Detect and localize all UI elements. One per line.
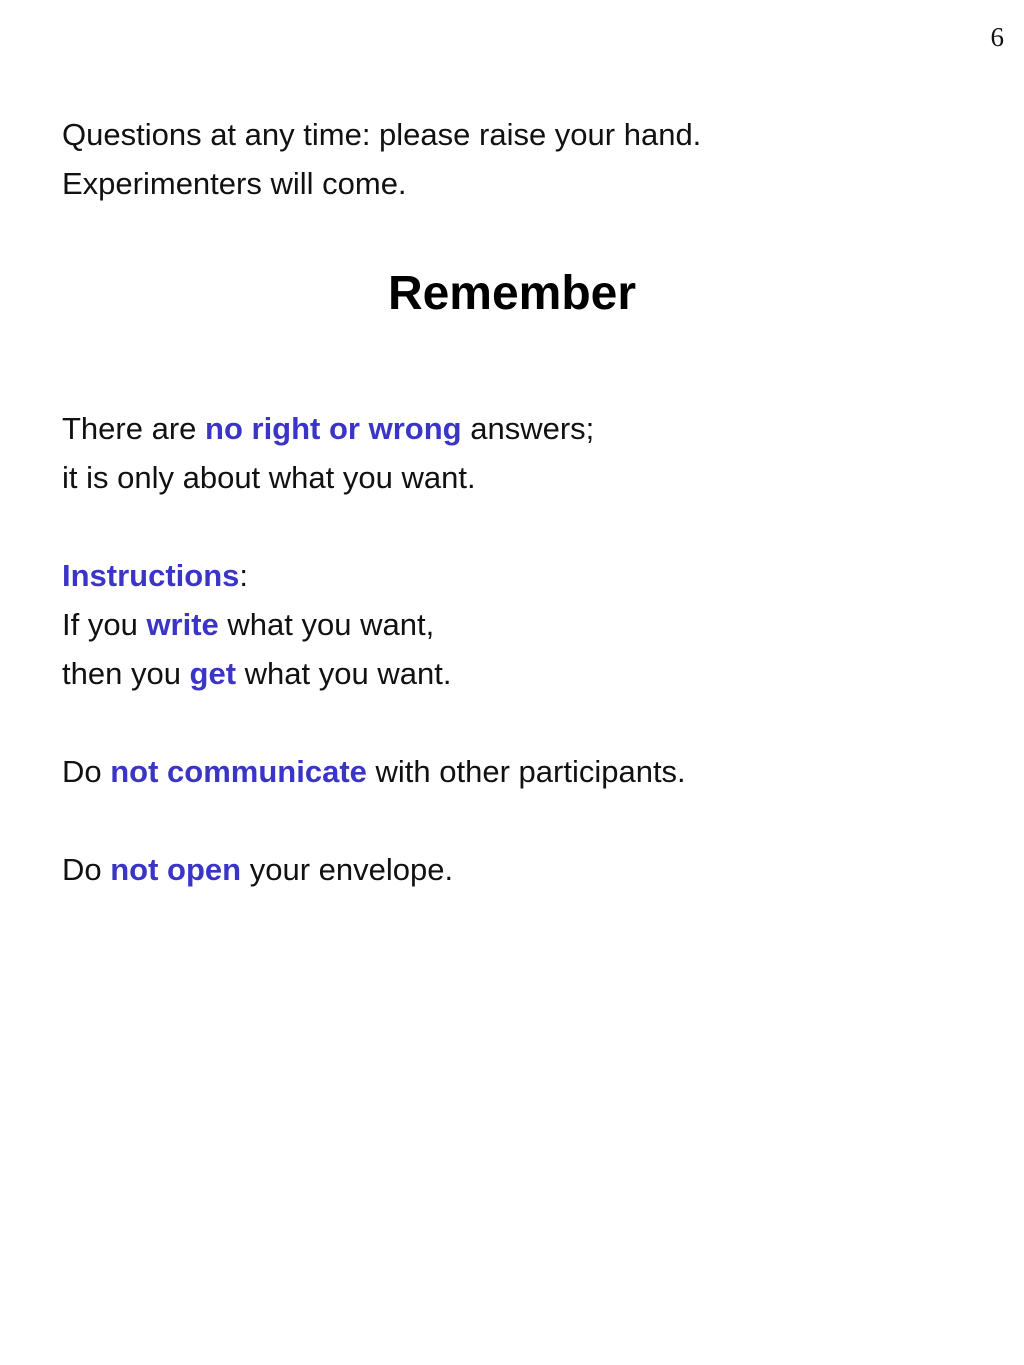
rule-no-open-envelope [62,845,962,894]
rule-2-highlight: not open [110,852,242,887]
answers-highlight: no right or wrong [205,411,462,446]
rule-1-pre: Do [62,754,111,789]
rule-2-pre: Do [62,852,111,887]
instructions-label-line [62,551,962,600]
answers-line-1 [62,404,962,453]
instructions-write-highlight: write [146,607,219,642]
instructions-line-2 [62,649,962,698]
instructions-label: Instructions [62,558,240,593]
intro-line-1: Questions at any time: please raise your hand. [62,117,702,152]
rule-2-post: your envelope. [241,852,454,887]
rule-1-highlight: not communicate [110,754,367,789]
instructions-get-highlight: get [189,656,237,691]
answers-pre: There are [62,411,206,446]
answers-post: answers; [461,411,595,446]
instructions-line-1-post: what you want, [218,607,435,642]
instructions-line-1-pre: If you [62,607,147,642]
instructions-line-1 [62,600,962,649]
document-body [62,110,962,894]
rule-no-communicate [62,747,962,796]
intro-line-2: Experimenters will come. [62,166,407,201]
instructions-line-2-post: what you want. [236,656,452,691]
rule-1-post: with other participants. [366,754,686,789]
answers-line-2: it is only about what you want. [62,460,476,495]
page-number: 6 [990,22,1004,52]
instructions-line-2-pre: then you [62,656,190,691]
spacer [62,698,962,747]
spacer [62,502,962,551]
page-heading: Remember [387,267,637,320]
spacer [62,796,962,845]
instructions-colon: : [239,558,249,593]
